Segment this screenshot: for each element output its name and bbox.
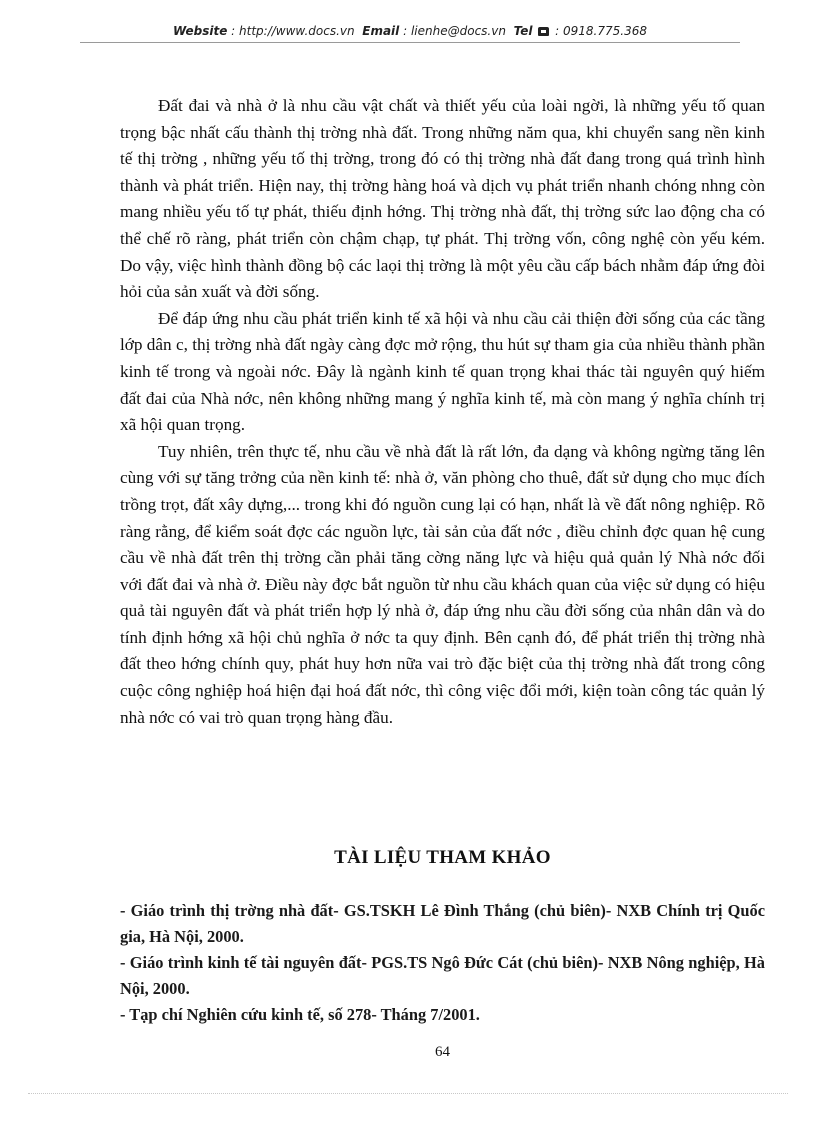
email-link[interactable]: : lienhe@docs.vn [403,24,506,38]
paragraph-1: Đất đai và nhà ở là nhu cầu vật chất và thiết yếu của loài ngời, là những yếu tố quan trọng bậc nhất cấu thành thị trờng nhà đất. Trong những năm qua, khi chuyển sang nền kinh tế thị trờng , những yếu tố thị trờng, trong đó có thị trờng nhà đất đang trong quá trình hình thành và phát triển. Hiện nay, thị trờng hàng hoá và dịch vụ phát triển nhanh chóng nhng còn mang nhiều yếu tố tự phát, thiếu định hớng. Thị trờng nhà đất, thị trờng sức lao động cha có thể chế rõ ràng, phát triển còn chậm chạp, tự phát. Thị trờng vốn, công nghệ còn yếu kém. Do vậy, việc hình thành đồng bộ các laọi thị trờng là một yêu cầu cấp bách nhằm đáp ứng đòi hỏi của sản xuất và đời sống. [120,96,765,302]
tel-value: : 0918.775.368 [555,24,647,38]
page-header [80,20,740,43]
email-label: Email [362,24,400,38]
reference-item: - Giáo trình thị trờng nhà đất- GS.TSKH Lê Đình Thắng (chủ biên)- NXB Chính trị Quốc gia, Hà Nội, 2000. [120,901,765,946]
tel-label: Tel [513,24,533,38]
reference-item: - Giáo trình kinh tế tài nguyên đất- PGS.TS Ngô Đức Cát (chủ biên)- NXB Nông nghiệp, Hà Nội, 2000. [120,953,765,998]
phone-icon [538,27,549,36]
paragraph-3: Tuy nhiên, trên thực tế, nhu cầu về nhà đất là rất lớn, đa dạng và không ngừng tăng lên cùng với sự tăng trởng của nền kinh tế: nhà ở, văn phòng cho thuê, đất sử dụng cho mục đích trồng trọt, đất xây dựng,... trong khi đó nguồn cung lại có hạn, nhất là về đất nông nghiệp. Rõ ràng rằng, để kiểm soát đợc các nguồn lực, tài sản của đất nớc , điều chỉnh đợc quan hệ cung cầu về nhà đất trên thị trờng cần phải tăng cờng năng lực và hiệu quả quản lý Nhà nớc đối với đất đai và nhà ở. Điều này đợc bắt nguồn từ nhu cầu khách quan của việc sử dụng có hiệu quả tài nguyên đất và phát triển hợp lý nhà ở, đáp ứng nhu cầu đời sống của nhân dân và do tính định hớng xã hội chủ nghĩa ở nớc ta quy định. Bên cạnh đó, để phát triển thị trờng nhà đất theo hớng chính quy, phát huy hơn nữa vai trò đặc biệt của thị trờng nhà đất trong công cuộc công nghiệp hoá hiện đại hoá đất nớc, thì công việc đổi mới, kiện toàn công tác quản lý nhà nớc có vai trò quan trọng hàng đầu. [120,441,765,727]
paragraph-2: Để đáp ứng nhu cầu phát triển kinh tế xã hội và nhu cầu cải thiện đời sống của các tầng lớp dân c, thị trờng nhà đất ngày càng đợc mở rộng, thu hút sự tham gia của nhiều thành phần kinh tế trong và ngoài nớc. Đây là ngành kinh tế quan trọng khai thác tài nguyên quý hiếm đất đai của Nhà nớc, nên không những mang ý nghĩa kinh tế, mà còn mang ý nghĩa chính trị xã hội quan trọng. [120,308,765,435]
body-text [120,93,765,731]
footer-divider [28,1093,788,1094]
references-title: TÀI LIỆU THAM KHẢO [334,847,551,868]
page-number: 64 [435,1044,450,1060]
website-link[interactable]: : http://www.docs.vn [231,24,355,38]
reference-item: - Tạp chí Nghiên cứu kinh tế, số 278- Tháng 7/2001. [120,1005,480,1024]
website-label: Website [173,24,228,38]
references-list [120,898,765,1028]
